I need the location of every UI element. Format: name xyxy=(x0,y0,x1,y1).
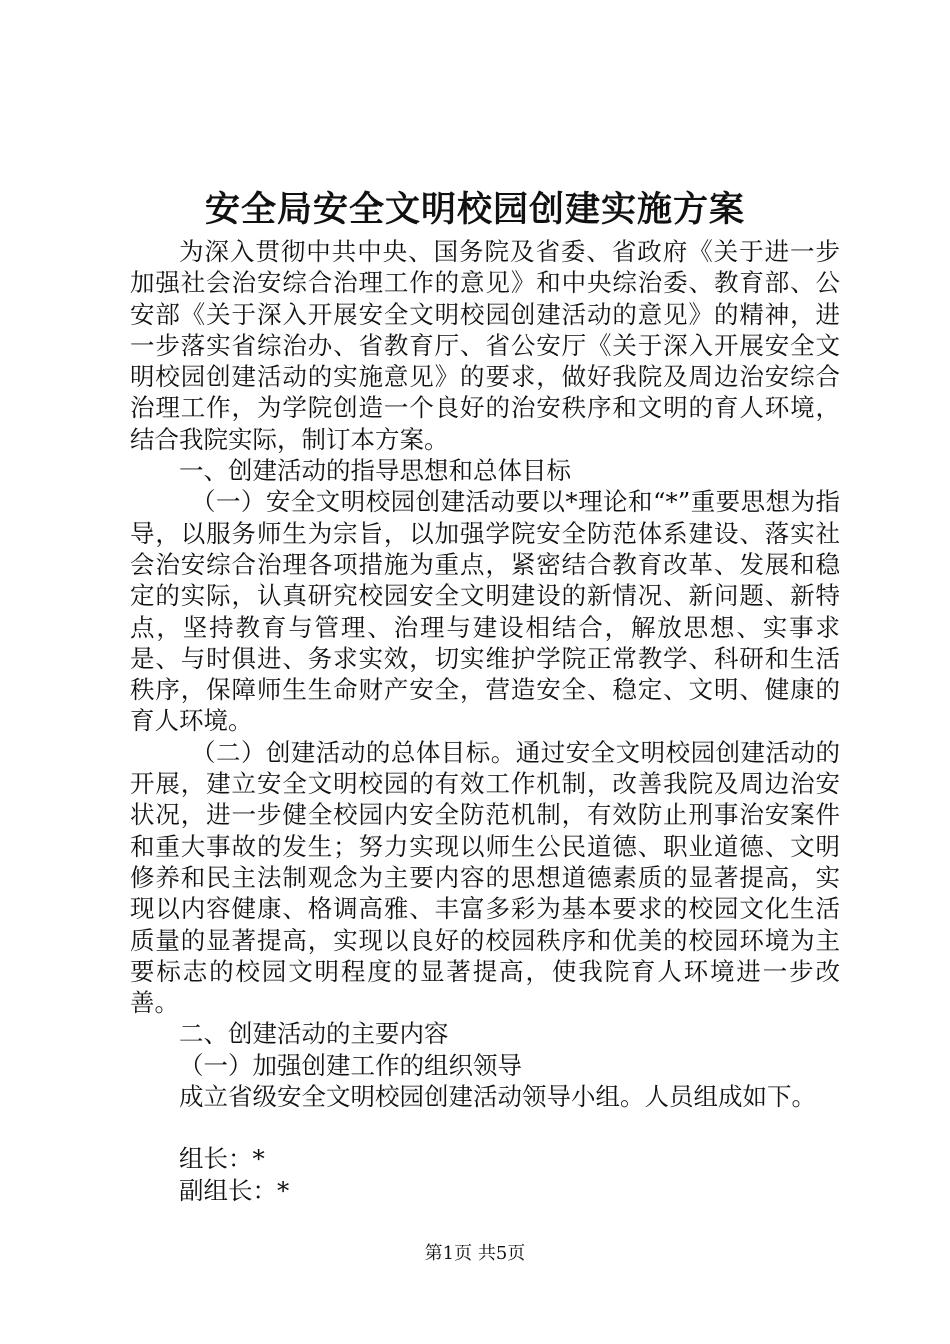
section-heading-1: 一、创建活动的指导思想和总体目标 xyxy=(179,456,571,486)
group-leader-line: 组长：* xyxy=(179,1144,265,1174)
document-body xyxy=(130,236,840,1206)
subsection-heading-2-1: （一）加强创建工作的组织领导 xyxy=(179,1050,522,1080)
spacer xyxy=(130,1112,840,1143)
subsection-paragraph-1-1: （一）安全文明校园创建活动要以*理论和“*”重要思想为指导，以服务师生为宗旨，以加强学院安全防范体系建设、落实社会治安综合治理各项措施为重点，紧密结合教育改革、发展和稳定的实际，认真研究校园安全文明建设的新情况、新问题、新特点，坚持教育与管理、治理与建设相结合，解放思想、实事求是、与时俱进、务求实效，切实维护学院正常教学、科研和生活秩序，保障师生生命财产安全，营造安全、稳定、文明、健康的育人环境。 xyxy=(130,487,840,736)
subsection-paragraph-1-2: （二）创建活动的总体目标。通过安全文明校园创建活动的开展，建立安全文明校园的有效工作机制，改善我院及周边治安状况，进一步健全校园内安全防范机制，有效防止刑事治安案件和重大事故的发生；努力实现以师生公民道德、职业道德、文明修养和民主法制观念为主要内容的思想道德素质的显著提高，实现以内容健康、格调高雅、丰富多彩为基本要求的校园文化生活质量的显著提高，实现以良好的校园秩序和优美的校园环境为主要标志的校园文明程度的显著提高，使我院育人环境进一步改善。 xyxy=(130,737,840,1018)
leadership-group-paragraph: 成立省级安全文明校园创建活动领导小组。人员组成如下。 xyxy=(179,1082,816,1112)
page-footer: 第1页 共5页 xyxy=(424,1243,526,1264)
deputy-leader-line: 副组长：* xyxy=(179,1175,290,1205)
intro-paragraph: 为深入贯彻中共中央、国务院及省委、省政府《关于进一步加强社会治安综合治理工作的意见》和中央综治委、教育部、公安部《关于深入开展安全文明校园创建活动的意见》的精神，进一步落实省综治办、省教育厅、省公安厅《关于深入开展安全文明校园创建活动的实施意见》的要求，做好我院及周边治安综合治理工作，为学院创造一个良好的治安秩序和文明的育人环境，结合我院实际，制订本方案。 xyxy=(130,237,840,454)
section-heading-2: 二、创建活动的主要内容 xyxy=(179,1019,449,1049)
document-title: 安全局安全文明校园创建实施方案 xyxy=(204,189,745,230)
